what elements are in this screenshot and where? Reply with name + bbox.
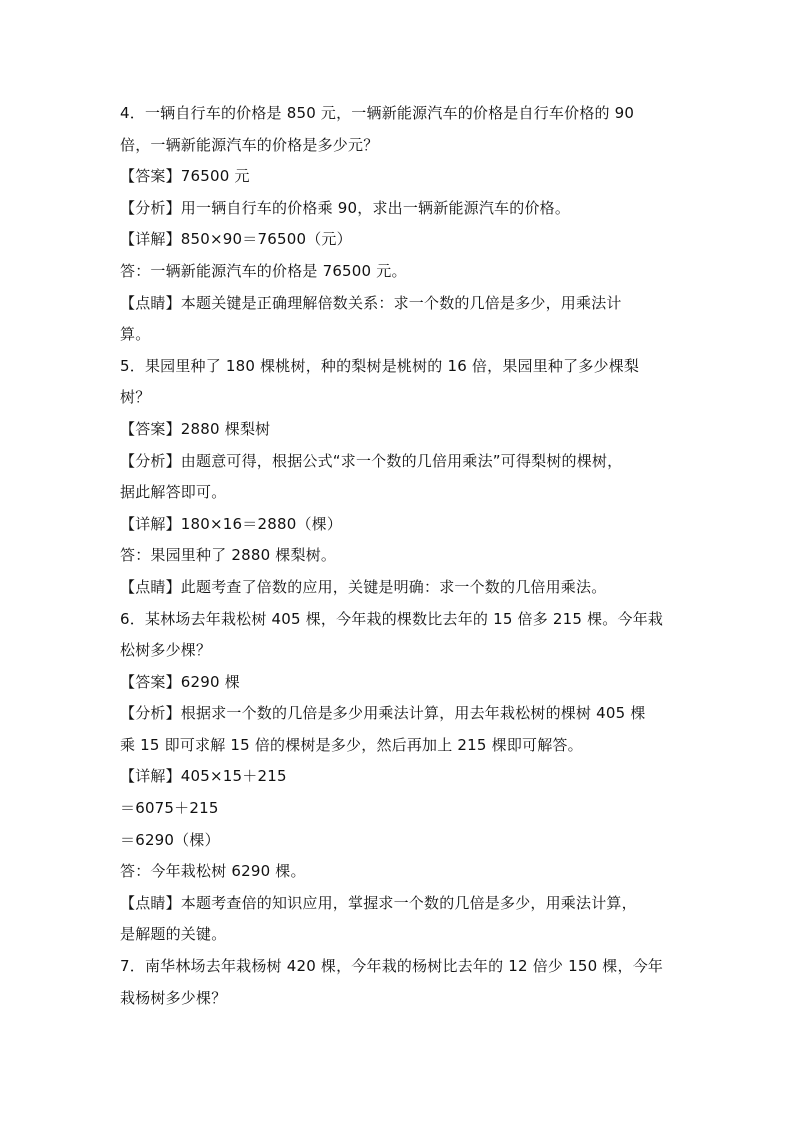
q4-answer: 【答案】76500 元 — [120, 167, 250, 186]
q6-comment-line-2: 是解题的关键。 — [120, 925, 227, 944]
q6-analysis-line-2: 乘 15 即可求解 15 倍的棵树是多少，然后再加上 215 棵即可解答。 — [120, 735, 583, 754]
q5-answer: 【答案】2880 棵梨树 — [120, 419, 271, 438]
q4-detail: 【详解】850×90＝76500（元） — [120, 230, 352, 249]
q5-detail: 【详解】180×16＝2880（棵） — [120, 514, 343, 533]
q6-detail-line-3: ＝6290（棵） — [120, 830, 220, 849]
q5-question-line-1: 5．果园里种了 180 棵桃树，种的梨树是桃树的 16 倍，果园里种了多少棵梨 — [120, 356, 640, 375]
q6-question-line-1: 6．某林场去年栽松树 405 棵，今年栽的棵数比去年的 15 倍多 215 棵。今年栽 — [120, 609, 664, 628]
q6-comment-line-1: 【点睛】本题考查倍的知识应用，掌握求一个数的几倍是多少，用乘法计算， — [120, 893, 637, 912]
q6-detail-line-1: 【详解】405×15＋215 — [120, 767, 287, 786]
document-body — [120, 98, 680, 1014]
q4-comment-line-1: 【点睛】本题关键是正确理解倍数关系：求一个数的几倍是多少，用乘法计 — [120, 293, 622, 312]
q7-question-line-1: 7．南华林场去年栽杨树 420 棵，今年栽的杨树比去年的 12 倍少 150 棵，今年 — [120, 957, 664, 976]
q6-detail-line-2: ＝6075＋215 — [120, 799, 219, 818]
q6-analysis-line-1: 【分析】根据求一个数的几倍是多少用乘法计算，用去年栽松树的棵树 405 棵 — [120, 704, 646, 723]
q7-question-line-2: 栽杨树多少棵？ — [120, 988, 227, 1007]
q5-analysis-line-2: 据此解答即可。 — [120, 483, 227, 502]
q4-question-line-2: 倍，一辆新能源汽车的价格是多少元？ — [120, 135, 379, 154]
q5-question-line-2: 树？ — [120, 388, 151, 407]
q5-comment: 【点睛】此题考查了倍数的应用，关键是明确：求一个数的几倍用乘法。 — [120, 577, 607, 596]
q4-reply: 答：一辆新能源汽车的价格是 76500 元。 — [120, 261, 407, 280]
q6-reply: 答：今年栽松树 6290 棵。 — [120, 862, 306, 881]
q5-reply: 答：果园里种了 2880 棵梨树。 — [120, 546, 337, 565]
q5-analysis-line-1: 【分析】由题意可得，根据公式“求一个数的几倍用乘法”可得梨树的棵树， — [120, 451, 623, 470]
q4-analysis: 【分析】用一辆自行车的价格乘 90，求出一辆新能源汽车的价格。 — [120, 198, 571, 217]
q4-comment-line-2: 算。 — [120, 325, 151, 344]
q6-answer: 【答案】6290 棵 — [120, 672, 240, 691]
q6-question-line-2: 松树多少棵？ — [120, 641, 212, 660]
q4-question-line-1: 4．一辆自行车的价格是 850 元，一辆新能源汽车的价格是自行车价格的 90 — [120, 104, 635, 122]
